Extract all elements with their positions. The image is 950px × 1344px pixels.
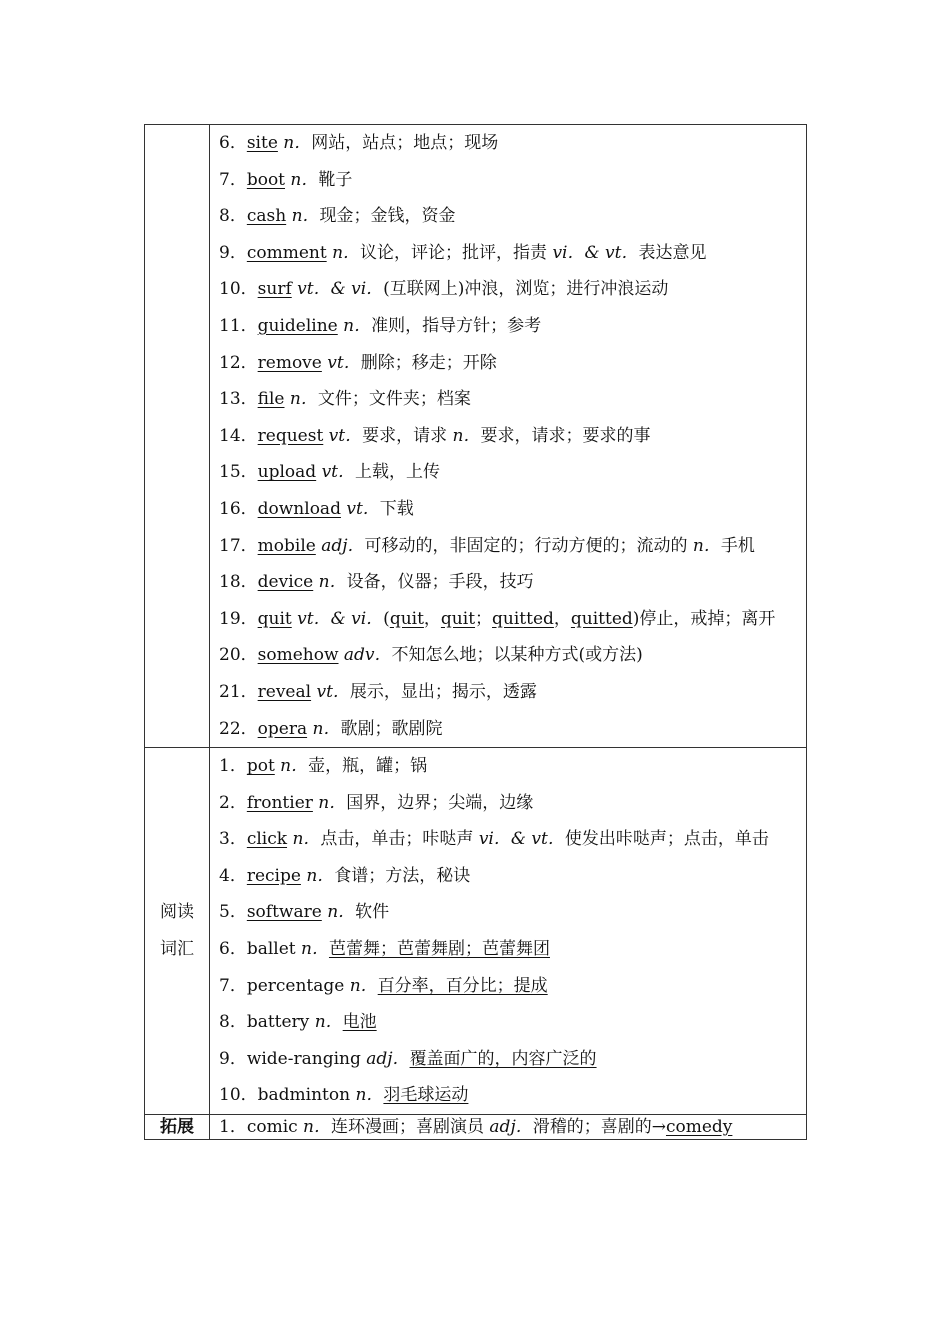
group-row-extension	[145, 1115, 807, 1140]
vocab-entry	[219, 454, 800, 491]
vocab-answer: site	[246, 133, 278, 153]
vocab-entry	[219, 931, 800, 968]
entries-cell	[210, 1115, 807, 1140]
group-label-line: 阅读	[160, 902, 194, 923]
entry-text: 可移动的，非固定的；行动方便的；流动的	[364, 535, 693, 556]
entry-text: 11．	[219, 315, 258, 336]
vocab-entry	[219, 858, 800, 895]
entry-text: 食谱；方法，秘诀	[334, 865, 471, 886]
entry-text: 16．	[219, 498, 258, 519]
part-of-speech: n．	[297, 1117, 332, 1138]
vocab-answer: download	[257, 498, 341, 519]
entry-text: 6．ballet	[219, 939, 296, 960]
vocab-entry	[219, 1115, 800, 1139]
part-of-speech: n．	[321, 902, 356, 923]
vocab-entry	[219, 1004, 800, 1041]
vocab-entry	[219, 894, 800, 931]
part-of-speech: n．	[692, 535, 721, 556]
entry-text: 展示，显出；揭示，透露	[349, 681, 537, 702]
part-of-speech: adj．	[315, 535, 365, 556]
entry-text: ；	[475, 608, 493, 629]
vocab-answer: quit	[440, 608, 476, 629]
vocab-entry	[219, 418, 800, 455]
vocab-answer: upload	[257, 462, 317, 483]
part-of-speech: n．	[287, 829, 321, 850]
entry-text: 22．	[219, 718, 258, 739]
vocab-answer: 芭蕾舞；芭蕾舞剧；芭蕾舞团	[328, 939, 550, 960]
vocab-answer: quit	[257, 608, 292, 629]
vocab-answer: somehow	[257, 645, 339, 666]
part-of-speech: vt．& vi．	[291, 608, 384, 629]
part-of-speech: n．	[326, 242, 361, 263]
entry-text: 21．	[219, 681, 258, 702]
part-of-speech: n．	[295, 939, 329, 960]
vocab-entry	[219, 198, 800, 235]
entry-text: 9．	[219, 242, 247, 263]
entry-text: 17．	[219, 535, 258, 556]
entry-text: 1．comic	[219, 1117, 298, 1138]
part-of-speech: vt．	[340, 498, 380, 519]
vocab-answer: boot	[246, 169, 286, 190]
vocab-answer: quitted	[492, 608, 554, 629]
entry-text: 下载	[379, 498, 414, 519]
group-row-core	[145, 125, 807, 748]
entry-text: 10．badminton	[219, 1085, 351, 1106]
part-of-speech: n．	[452, 425, 481, 446]
part-of-speech: n．	[300, 865, 335, 886]
vocab-answer: 百分率，百分比；提成	[377, 975, 548, 996]
part-of-speech: n．	[307, 718, 341, 739]
vocab-answer: quit	[389, 608, 424, 629]
part-of-speech: vt．& vi．	[291, 279, 384, 300]
vocab-answer: opera	[257, 718, 308, 739]
vocab-answer: mobile	[257, 535, 316, 556]
part-of-speech: adj．	[489, 1117, 533, 1138]
vocab-entry	[219, 491, 800, 528]
entry-text: 要求，请求	[362, 425, 453, 446]
vocabulary-table	[144, 124, 807, 1140]
part-of-speech: vt．	[321, 352, 361, 373]
entry-text: 10．	[219, 279, 258, 300]
vocab-answer: guideline	[257, 315, 338, 336]
vocab-answer: frontier	[246, 792, 313, 813]
group-label-cell	[145, 125, 210, 748]
vocab-answer: comment	[246, 242, 327, 263]
entry-text: 7．	[219, 169, 247, 190]
part-of-speech: n．	[312, 792, 347, 813]
vocab-entry	[219, 235, 800, 272]
group-label-cell	[145, 1115, 210, 1140]
entry-text: 删除；移走；开除	[360, 352, 497, 373]
vocab-answer: reveal	[257, 681, 312, 702]
group-row-reading	[145, 748, 807, 1115]
part-of-speech: vt．	[311, 681, 350, 702]
vocab-answer: quitted	[570, 608, 633, 629]
entry-text: 网站，站点；地点；现场	[311, 133, 499, 153]
entry-text: 滑稽的；喜剧的→	[532, 1117, 666, 1138]
entry-text: 3．	[219, 829, 247, 850]
vocab-entry	[219, 821, 800, 858]
vocab-answer: recipe	[246, 865, 301, 886]
group-label-line: 词汇	[160, 939, 194, 960]
vocab-answer: remove	[257, 352, 322, 373]
part-of-speech: n．	[350, 1085, 384, 1106]
vocab-entry	[219, 564, 800, 601]
vocab-entry	[219, 528, 800, 565]
entry-text: 壶，瓶，罐；锅	[308, 756, 428, 777]
vocab-answer: comedy	[665, 1117, 733, 1138]
vocab-entry	[219, 637, 800, 674]
part-of-speech: n．	[285, 169, 319, 190]
entry-text: 13．	[219, 389, 258, 410]
entry-text: 现金；金钱，资金	[319, 206, 456, 227]
vocab-answer: software	[246, 902, 322, 923]
part-of-speech: n．	[286, 206, 320, 227]
entry-text: 9．wide-ranging	[219, 1048, 361, 1069]
entry-text: (互联网上)冲浪，浏览；进行冲浪运动	[383, 279, 669, 300]
vocab-entry	[219, 308, 800, 345]
part-of-speech: vi．& vt．	[478, 829, 565, 850]
part-of-speech: n．	[277, 133, 312, 153]
entry-text: 准则，指导方针；参考	[371, 315, 542, 336]
entry-text: 使发出咔哒声；点击，单击	[564, 829, 769, 850]
vocab-answer: 羽毛球运动	[383, 1085, 469, 1106]
vocab-entry	[219, 785, 800, 822]
vocab-answer: cash	[246, 206, 287, 227]
entry-text: 上载，上传	[355, 462, 441, 483]
entry-text: 歌剧；歌剧院	[340, 718, 443, 739]
entry-text: 议论，评论；批评，指责	[360, 242, 553, 263]
entry-text: 18．	[219, 572, 258, 593]
vocab-answer: 覆盖面广的，内容广泛的	[409, 1048, 597, 1069]
entry-text: (	[383, 608, 390, 629]
entry-text: 靴子	[318, 169, 353, 190]
entry-text: 连环漫画；喜剧演员	[331, 1117, 490, 1138]
vocab-entry	[219, 674, 800, 711]
part-of-speech: n．	[309, 1012, 343, 1033]
vocab-entry	[219, 345, 800, 382]
entry-text: 国界，边界；尖端，边缘	[346, 792, 534, 813]
entry-text: 5．	[219, 902, 247, 923]
part-of-speech: n．	[284, 389, 318, 410]
vocab-entry	[219, 381, 800, 418]
entry-text: ，	[423, 608, 441, 629]
entry-text: 7．percentage	[219, 975, 345, 996]
vocab-answer: file	[257, 389, 285, 410]
entry-text: 8．	[219, 206, 247, 227]
part-of-speech: vi．& vt．	[552, 242, 639, 263]
vocab-answer: request	[257, 425, 324, 446]
vocab-answer: click	[246, 829, 288, 850]
part-of-speech: vt．	[316, 462, 356, 483]
vocab-answer: device	[257, 572, 314, 593]
entry-text: 设备，仪器；手段，技巧	[346, 572, 534, 593]
entry-text: ，	[553, 608, 571, 629]
entry-text: 2．	[219, 792, 247, 813]
part-of-speech: n．	[313, 572, 347, 593]
part-of-speech: vt．	[323, 425, 363, 446]
vocab-entry	[219, 1041, 800, 1078]
group-label-cell	[145, 748, 210, 1115]
entry-text: 8．battery	[219, 1012, 310, 1033]
entry-text: 点击，单击；咔哒声	[320, 829, 479, 850]
entries-cell	[210, 748, 807, 1115]
entry-text: 14．	[219, 425, 258, 446]
entry-text: 1．	[219, 756, 247, 777]
vocab-entry	[219, 968, 800, 1005]
part-of-speech: n．	[274, 756, 309, 777]
entry-text: 手机	[720, 535, 755, 556]
part-of-speech: adj．	[360, 1048, 410, 1069]
entry-text: 表达意见	[638, 242, 707, 263]
entry-text: )停止，戒掉；离开	[632, 608, 776, 629]
part-of-speech: n．	[337, 315, 372, 336]
entry-text: 20．	[219, 645, 258, 666]
entry-text: 不知怎么地；以某种方式(或方法)	[391, 645, 643, 666]
entry-text: 软件	[355, 902, 390, 923]
entry-text: 要求，请求；要求的事	[480, 425, 651, 446]
vocab-answer: pot	[246, 756, 275, 777]
vocab-answer: surf	[257, 279, 292, 300]
vocab-entry	[219, 271, 800, 308]
entry-text: 15．	[219, 462, 258, 483]
vocab-entry	[219, 1077, 800, 1114]
vocab-entry	[219, 748, 800, 785]
vocab-entry	[219, 601, 800, 638]
part-of-speech: adv．	[338, 645, 392, 666]
entry-text: 6．	[219, 133, 247, 153]
vocab-entry	[219, 162, 800, 199]
part-of-speech: n．	[344, 975, 378, 996]
vocab-answer: 电池	[342, 1012, 377, 1033]
entry-text: 19．	[219, 608, 258, 629]
entries-cell	[210, 125, 807, 748]
vocab-entry	[219, 711, 800, 748]
entry-text: 文件；文件夹；档案	[317, 389, 471, 410]
group-label-line: 拓展	[160, 1117, 194, 1138]
entry-text: 4．	[219, 865, 247, 886]
entry-text: 12．	[219, 352, 258, 373]
vocab-entry	[219, 125, 800, 162]
